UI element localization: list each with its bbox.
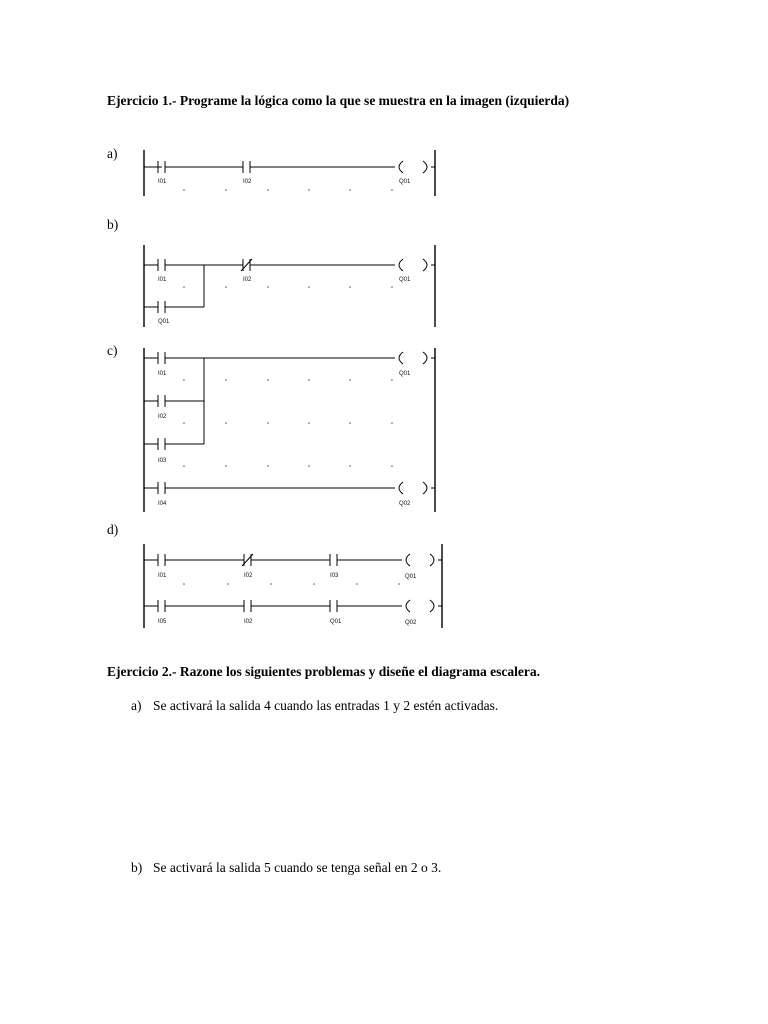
tag-d-6: I02	[244, 619, 253, 625]
tag-c-1: I01	[158, 371, 167, 377]
diagram-b-label: b)	[107, 217, 119, 232]
question-a-letter: a)	[131, 698, 142, 713]
tag-d-2: I02	[244, 573, 253, 579]
diagram-c-label: c)	[107, 343, 118, 358]
exercise1-title: Ejercicio 1.- Programe la lógica como la que se muestra en la imagen (izquierda)	[107, 93, 570, 108]
question-b-text: Se activará la salida 5 cuando se tenga señal en 2 o 3.	[153, 860, 442, 875]
tag-c-6: Q02	[399, 501, 411, 507]
tag-d-3: I03	[330, 573, 339, 579]
tag-b-1: I01	[158, 277, 167, 283]
tag-d-7: Q01	[330, 619, 342, 625]
ladder-diagram-d	[140, 542, 446, 630]
tag-a-2: I02	[243, 179, 252, 185]
question-a-text: Se activará la salida 4 cuando las entradas 1 y 2 estén activadas.	[153, 698, 499, 713]
tag-c-4: I03	[158, 458, 167, 464]
ladder-diagram-b	[140, 243, 440, 329]
ladder-diagram-a	[140, 148, 440, 198]
tag-c-5: I04	[158, 501, 167, 507]
tag-b-2: I02	[243, 277, 252, 283]
tag-d-8: Q02	[405, 620, 417, 626]
exercise2-title: Ejercicio 2.- Razone los siguientes problemas y diseñe el diagrama escalera.	[107, 664, 540, 679]
tag-c-3: I02	[158, 414, 167, 420]
tag-c-2: Q01	[399, 371, 411, 377]
tag-d-4: Q01	[405, 574, 417, 580]
tag-a-1: I01	[158, 179, 167, 185]
question-a	[131, 698, 498, 714]
question-b-letter: b)	[131, 860, 143, 875]
ladder-diagram-c	[140, 346, 440, 514]
tag-a-3: Q01	[399, 179, 411, 185]
diagram-a-label: a)	[107, 146, 118, 161]
tag-b-3: Q01	[399, 277, 411, 283]
diagram-d-label: d)	[107, 522, 119, 537]
tag-d-5: I05	[158, 619, 167, 625]
question-b	[131, 860, 441, 876]
tag-b-4: Q01	[158, 319, 170, 325]
tag-d-1: I01	[158, 573, 167, 579]
